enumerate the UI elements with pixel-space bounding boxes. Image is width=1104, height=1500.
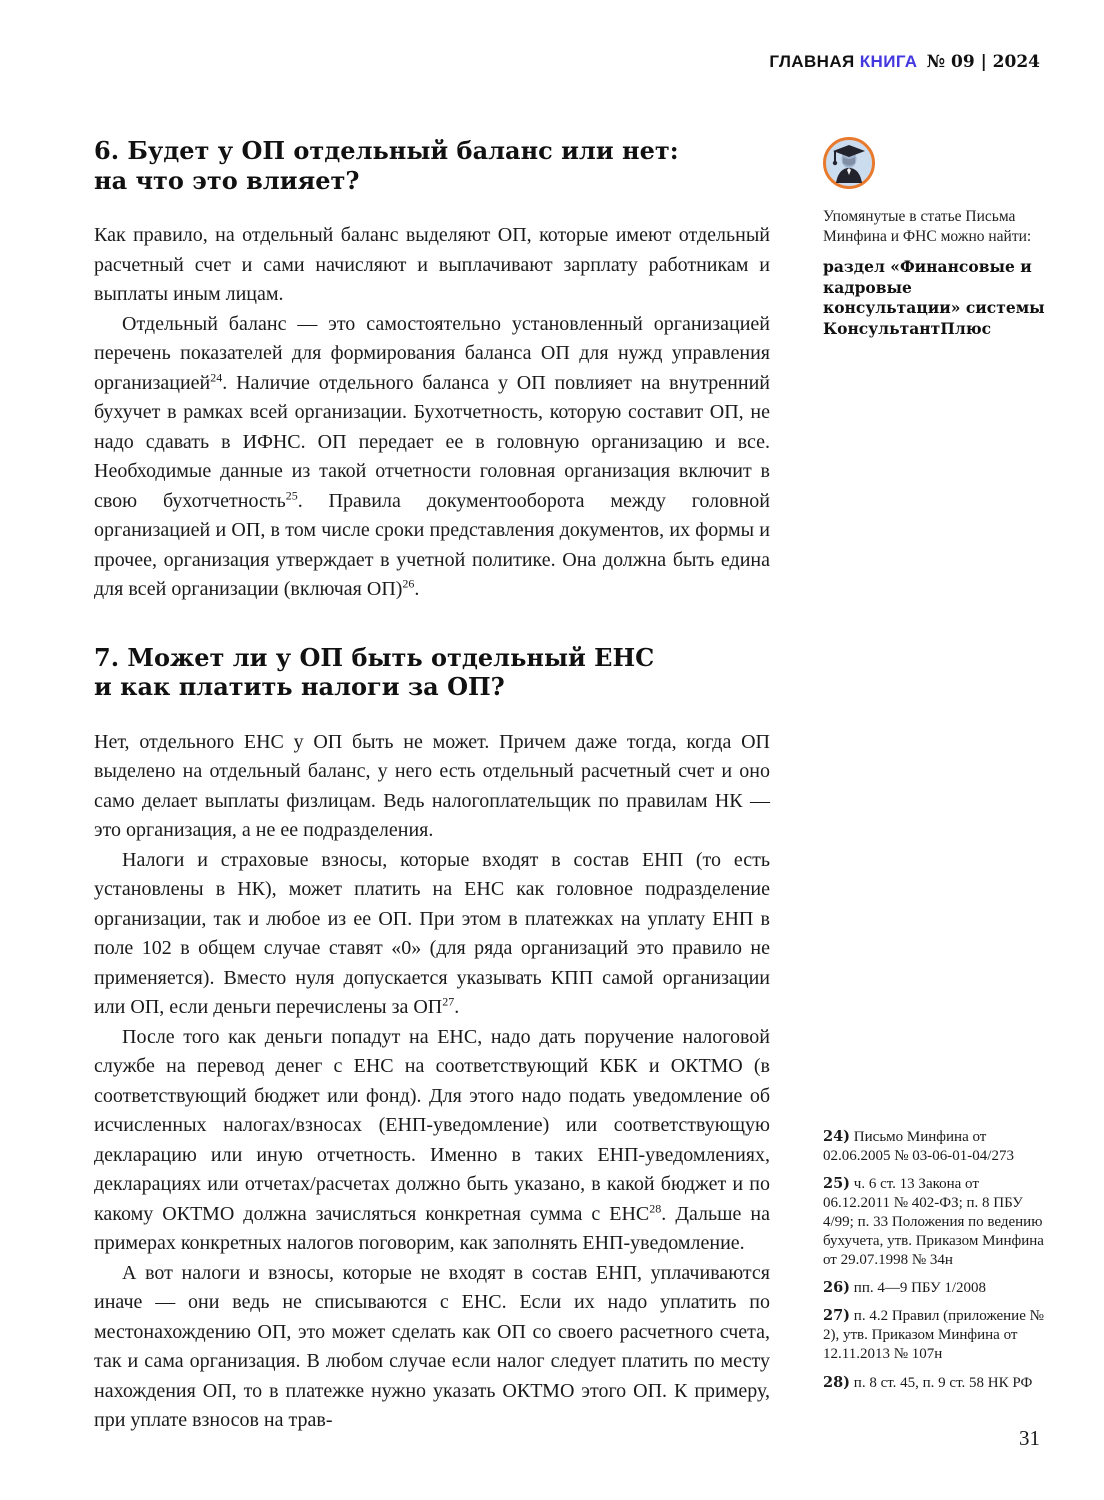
graduate-icon [823,137,875,189]
body-paragraph: Как правило, на отдельный баланс выделяют ОП, которые имеют отдельный расчетный счет и сами начисляют и выплачивают зарплату работникам и выплаты иным лицам. [94,224,770,306]
page-number: 31 [1019,1426,1040,1450]
magazine-name: ГЛАВНАЯ [769,52,855,71]
footnote-number: 27) [823,1307,851,1325]
sidebar-note-link: раздел «Финансовые и кадровые консультации» системы КонсультантПлюс [823,257,1045,338]
footnote-number: 25) [823,1175,851,1193]
section-heading: 7. Может ли у ОП быть отдельный ЕНС и как платить налоги за ОП? [94,642,655,702]
footnote-list [823,1128,1047,1402]
footnote: 26) пп. 4—9 ПБУ 1/2008 [823,1279,987,1297]
issue-number: № 09 | 2024 [926,52,1040,72]
footnote-number: 28) [823,1373,851,1391]
footnote: 28) п. 8 ст. 45, п. 9 ст. 58 НК РФ [823,1373,1033,1391]
footnote-number: 26) [823,1279,851,1297]
body-paragraph: Налоги и страховые взносы, которые входят в состав ЕНП (то есть установлены в НК), может платить на ЕНС как головное подразделение организации, так и любое из ее ОП. При этом в платежках на уплату ЕНП в поле 102 в общем случае ставят «0» (для ряда организаций это правило не применяется). Вместо нуля допускается указывать КПП самой организации или ОП, если деньги перечислены за ОП$^{27}$. [94,848,770,1019]
sidebar-note-text: Упомянутые в статье Письма Минфина и ФНС можно найти: [823,208,1032,246]
body-paragraph: Отдельный баланс — это самостоятельно установленный организацией перечень показателей для формирования баланса ОП для нужд управления организацией$^{24}$. Наличие отдельного баланса у ОП повлияет на внутренний бухучет в рамках всей организации. Бухотчетность, которую составит ОП, не надо сдавать в ИФНС. ОП передает ее в головную организацию и все. Необходимые данные из такой отчетности головная организация включит в свою бухотчетность$^{25}$. Правила документооборота между головной организацией и ОП, в том числе сроки представления документов, их формы и прочее, организация утверждает в учетной политике. Она должна быть едина для всей организации (включая ОП)$^{26}$. [94,312,770,601]
section-heading: 6. Будет у ОП отдельный баланс или нет: на что это влияет? [94,136,679,195]
footnote: 27) п. 4.2 Правил (приложение № 2), утв. Приказом Минфина от 12.11.2013 № 107н [823,1307,1044,1363]
article-sections [94,136,770,1436]
footnote-number: 24) [823,1128,851,1145]
body-paragraph: А вот налоги и взносы, которые не входят в состав ЕНП, уплачиваются иначе — они ведь не списываются с ЕНС. Если их надо уплатить по местонахождению ОП, это может сделать как ОП со своего расчетного счета, так и сама организация. В любом случае если налог следует платить по месту нахождения ОП, то в платежке нужно указать ОКТМО этого ОП. К примеру, при уплате взносов на трав- [94,1261,770,1432]
sidebar [823,137,1047,1427]
body-paragraph: Нет, отдельного ЕНС у ОП быть не может. Причем даже тогда, когда ОП выделено на отдельный баланс, у него есть отдельный расчетный счет и оно само делает выплаты физлицам. Ведь налогоплательщик по правилам НК — это организация, а не ее подразделения. [94,730,770,842]
magazine-name-accent: КНИГА [859,52,918,71]
body-paragraph: После того как деньги попадут на ЕНС, надо дать поручение налоговой службе на перевод денег с ЕНС на соответствующий КБК и ОКТМО (в соответствующий бюджет или фонд). Для этого надо подать уведомление об исчисленных налогах/взносах (ЕНП-уведомление) или соответствующую декларацию или иную отчетность. Именно в таких ЕНП-уведомлениях, декларациях или отчетах/расчетах должно быть указано, в какой бюджет и по какому ОКТМО должна зачисляться конкретная сумма с ЕНС$^{28}$. Дальше на примерах конкретных налогов поговорим, как заполнять ЕНП-уведомление. [94,1025,770,1255]
magazine-header [769,52,1040,72]
footnote: 24) Письмо Минфина от 02.06.2005 № 03-06-01-04/273 [823,1128,1014,1165]
footnote: 25) ч. 6 ст. 13 Закона от 06.12.2011 № 402-ФЗ; п. 8 ПБУ 4/99; п. 33 Положения по ведению бухучета, утв. Приказом Минфина от 29.07.1998 № 34н [823,1175,1044,1269]
